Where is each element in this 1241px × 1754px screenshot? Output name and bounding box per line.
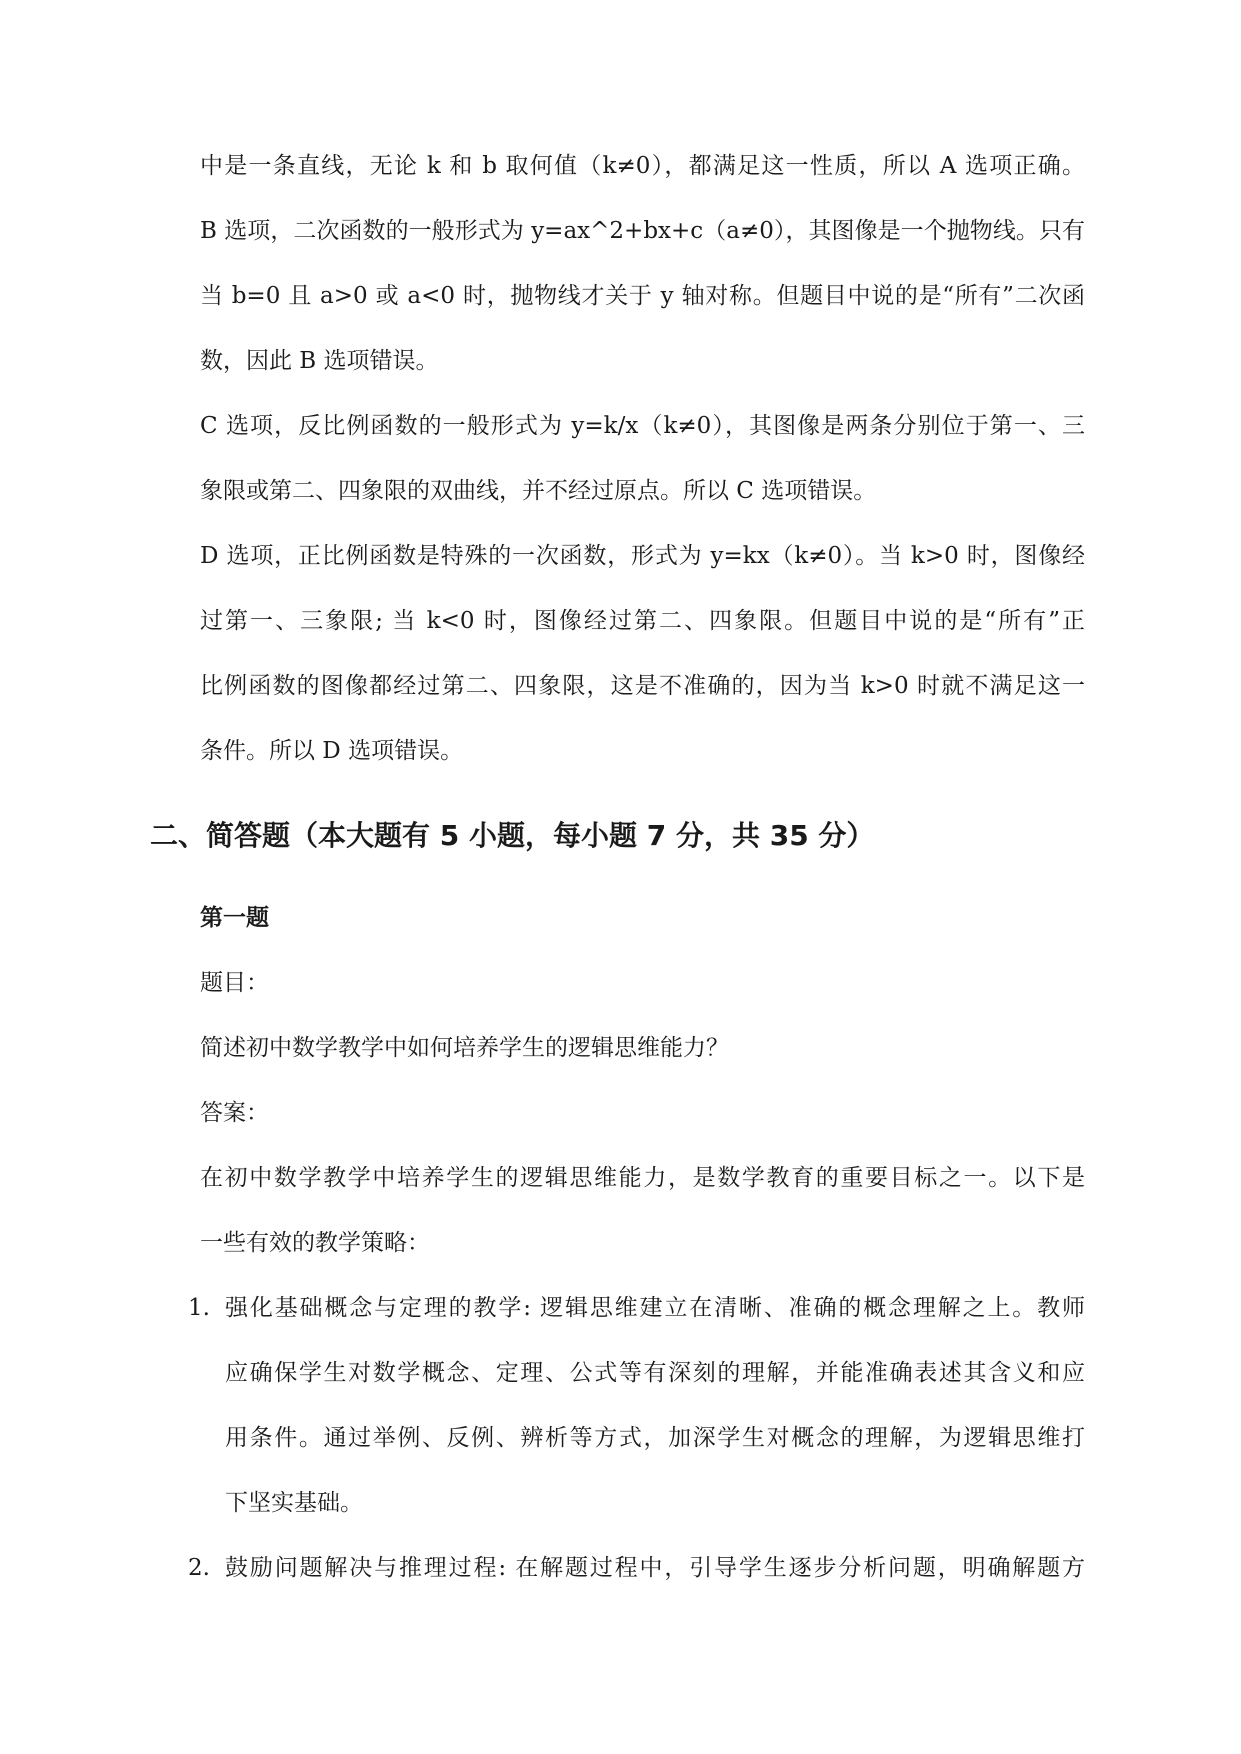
list-item-number: 2.	[188, 1555, 210, 1581]
list-item-line: 鼓励问题解决与推理过程: 在解题过程中，引导学生逐步分析问题，明确解题方	[225, 1555, 1085, 1581]
answer-intro-line: 一些有效的教学策略：	[200, 1230, 430, 1256]
explanation-line: 中是一条直线，无论 k 和 b 取何值（k≠0），都满足这一性质，所以 A 选项正确。	[200, 153, 1085, 179]
explanation-line: 条件。所以 D 选项错误。	[200, 738, 464, 764]
list-item-line: 下坚实基础。	[225, 1490, 363, 1516]
explanation-line: 象限或第二、四象限的双曲线，并不经过原点。所以 C 选项错误。	[200, 478, 877, 504]
list-item-line: 应确保学生对数学概念、定理、公式等有深刻的理解，并能准确表述其含义和应	[225, 1360, 1085, 1386]
list-item-number: 1.	[188, 1295, 210, 1321]
explanation-line: 数，因此 B 选项错误。	[200, 348, 439, 374]
prompt-text: 简述初中数学教学中如何培养学生的逻辑思维能力？	[200, 1035, 729, 1061]
explanation-line: B 选项，二次函数的一般形式为 y=ax^2+bx+c（a≠0），其图像是一个抛物线。只有	[200, 218, 1085, 244]
explanation-line: 当 b=0 且 a>0 或 a<0 时，抛物线才关于 y 轴对称。但题目中说的是“所有”二次函	[200, 283, 1085, 309]
question-title: 第一题	[200, 905, 269, 931]
answer-label: 答案：	[200, 1100, 269, 1126]
answer-intro-line: 在初中数学教学中培养学生的逻辑思维能力，是数学教育的重要目标之一。以下是	[200, 1165, 1085, 1191]
section-heading: 二、简答题（本大题有 5 小题，每小题 7 分，共 35 分）	[150, 819, 875, 852]
explanation-line: 比例函数的图像都经过第二、四象限，这是不准确的，因为当 k>0 时就不满足这一	[200, 673, 1085, 699]
list-item-line: 强化基础概念与定理的教学: 逻辑思维建立在清晰、准确的概念理解之上。教师	[225, 1295, 1085, 1321]
explanation-line: 过第一、三象限; 当 k<0 时，图像经过第二、四象限。但题目中说的是“所有”正	[200, 608, 1085, 634]
list-item-line: 用条件。通过举例、反例、辨析等方式，加深学生对概念的理解，为逻辑思维打	[225, 1425, 1085, 1451]
explanation-line: C 选项，反比例函数的一般形式为 y=k/x（k≠0），其图像是两条分别位于第一、三	[200, 413, 1085, 439]
prompt-label: 题目：	[200, 970, 269, 996]
explanation-line: D 选项，正比例函数是特殊的一次函数，形式为 y=kx（k≠0）。当 k>0 时，图像经	[200, 543, 1085, 569]
